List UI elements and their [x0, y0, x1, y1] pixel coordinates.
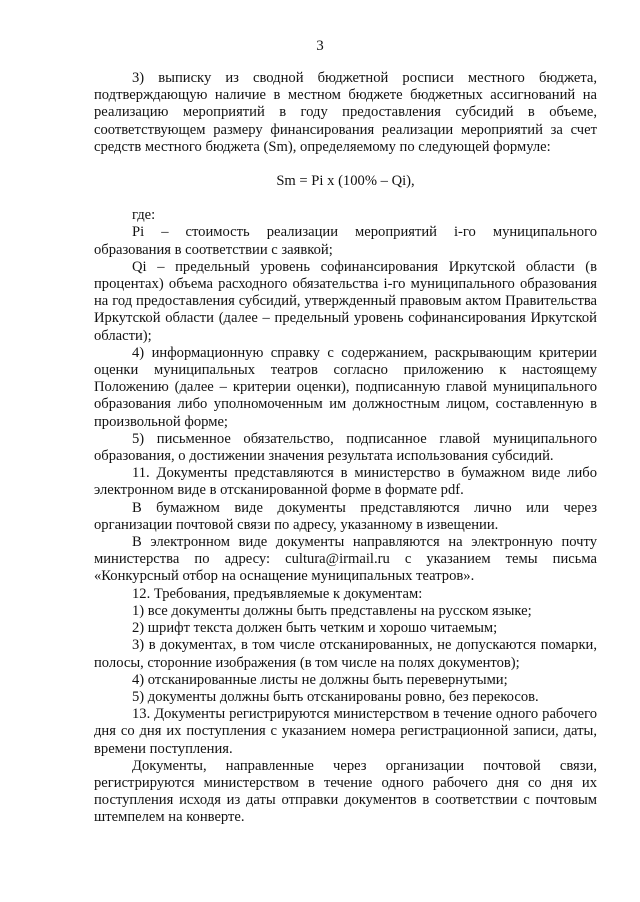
paragraph-electronic-form: В электронном виде документы направляются на электронную почту министерства по адресу: cultura@irmail.ru с указанием темы письма «Конкурсный отбор на оснащение муниципальных театров».: [94, 534, 597, 585]
paragraph-postal-registration: Документы, направленные через организации почтовой связи, регистрируются министерством в течение одного рабочего дня со дня их поступления исходя из даты отправки документов в соответствии с почтовым штемпелем на конверте.: [94, 757, 597, 826]
paragraph-section-13: 13. Документы регистрируются министерством в течение одного рабочего дня со дня их поступления с указанием номера регистрационной записи, даты, времени поступления.: [94, 706, 597, 757]
paragraph-where: где:: [132, 207, 156, 224]
paragraph-req-4: 4) отсканированные листы не должны быть перевернутыми;: [132, 671, 508, 688]
paragraph-req-2: 2) шрифт текста должен быть четким и хорошо читаемым;: [132, 620, 498, 637]
paragraph-req-5: 5) документы должны быть отсканированы ровно, без перекосов.: [132, 688, 539, 705]
paragraph-req-3: 3) в документах, в том числе отсканированных, не допускаются помарки, полосы, сторонние изображения (в том числе на полях документов);: [94, 637, 597, 671]
page-number: 3: [316, 38, 324, 54]
paragraph-section-11: 11. Документы представляются в министерство в бумажном виде либо электронном виде в отсканированной форме в формате pdf.: [94, 465, 597, 499]
paragraph-qi-definition: Qi – предельный уровень софинансирования Иркутской области (в процентах) объема расходного обязательства i-го муниципального образования на год предоставления субсидий, утвержденный правовым актом Правительства Иркутской области (далее – предельный уровень софинансирования Иркутской области);: [94, 258, 597, 344]
paragraph-section-12: 12. Требования, предъявляемые к документам:: [132, 585, 423, 602]
paragraph-paper-form: В бумажном виде документы представляются лично или через организации почтовой связи по адресу, указанному в извещении.: [94, 499, 597, 533]
paragraph-item-4-info-note: 4) информационную справку с содержанием, раскрывающим критерии оценки муниципальных театров согласно приложению к настоящему Положению (далее – критерии оценки), подписанную главой муниципального образования либо уполномоченным им должностным лицом, составленную в произвольной форме;: [94, 344, 597, 430]
paragraph-req-1: 1) все документы должны быть представлены на русском языке;: [132, 602, 532, 619]
paragraph-item-5-obligation: 5) письменное обязательство, подписанное главой муниципального образования, о достижении значения результата использования субсидий.: [94, 430, 597, 465]
document-body: [94, 70, 597, 827]
paragraph-pi-definition: Pi – стоимость реализации мероприятий i-го муниципального образования в соответствии с заявкой;: [94, 224, 597, 258]
formula: Sm = Pi x (100% – Qi),: [276, 173, 415, 190]
paragraph-item-3-budget-extract: 3) выписку из сводной бюджетной росписи местного бюджета, подтверждающую наличие в местном бюджете бюджетных ассигнований на реализацию мероприятий в году предоставления субсидий в объеме, соответствующем размеру финансирования реализации мероприятий за счет средств местного бюджета (Sm), определяемому по следующей формуле:: [94, 70, 597, 155]
